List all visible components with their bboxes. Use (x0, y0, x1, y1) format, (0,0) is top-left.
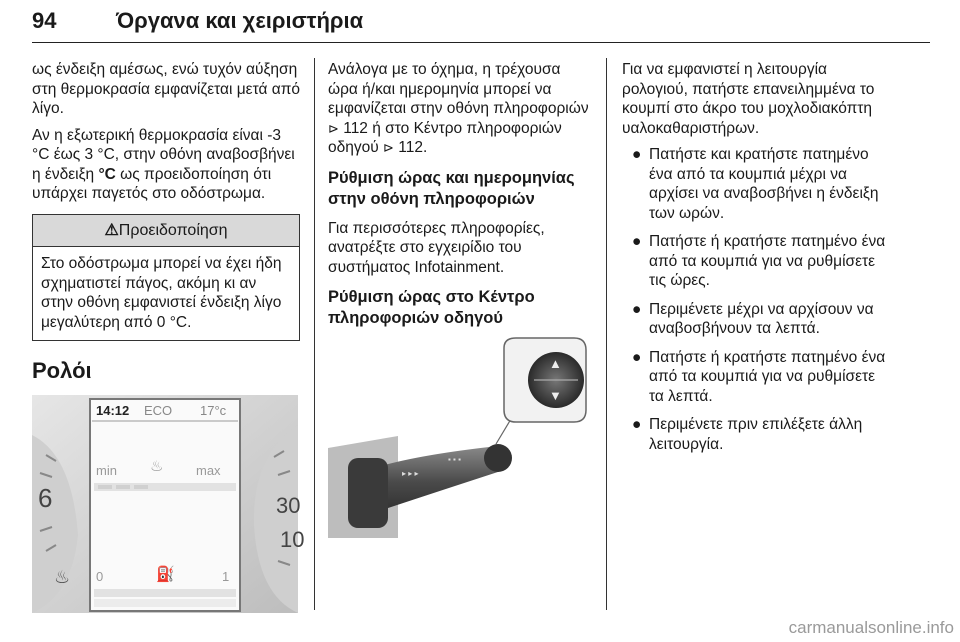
celsius-symbol: °C (98, 165, 116, 183)
paragraph: Για περισσότερες πληροφορίες, ανατρέξτε στο εγχειρίδιο του συστήματος Infotainment. (328, 219, 545, 276)
column-left (32, 60, 305, 618)
cluster-temperature: 17°c (200, 402, 227, 418)
list-item-text: Πατήστε ή κρατήστε πατημένο ένα από τα κουμπιά για να ρυθμίσετε τα λεπτά. (649, 348, 886, 405)
list-item-text: Περιμένετε πριν επιλέξετε άλλη λειτουργία. (649, 416, 863, 453)
paragraph: Για να εμφανιστεί η λειτουργία ρολογιού, πατήστε επανειλημμένα το κουμπί στο άκρο του μοχλοδιακόπτη υαλοκαθαριστήρων. (622, 61, 875, 137)
warning-header (33, 215, 299, 248)
bullet-icon: ● (632, 416, 642, 433)
page-header (32, 8, 930, 43)
list-item (622, 232, 888, 291)
list-item-text: Περιμένετε μέχρι να αρχίσουν να αναβοσβήνουν τα λεπτά. (649, 300, 874, 337)
list-item-text: Πατήστε ή κρατήστε πατημένο ένα από τα κουμπιά για να ρυθμίσετε τις ώρες. (649, 233, 886, 289)
subheading-date-time: Ρύθμιση ώρας και ημερομηνίας στην οθόνη πληροφοριών (328, 168, 575, 208)
instrument-cluster-figure (32, 395, 305, 619)
up-arrow-icon: ▲ (549, 356, 562, 371)
warning-icon: ⚠ (104, 221, 119, 239)
bullet-icon: ● (632, 233, 642, 250)
down-arrow-icon: ▼ (549, 388, 562, 403)
warning-text: Στο οδόστρωμα μπορεί να έχει ήδη σχηματιστεί πάγος, ακόμη κι αν στην οθόνη εμφανιστεί ένδειξη λίγο μεγαλύτερη από 0 °C. (41, 255, 282, 331)
fuel-zero-label: 0 (96, 568, 104, 584)
wiper-lever-illustration (328, 338, 590, 538)
dial-right-number: 30 (276, 492, 301, 518)
page-title: Όργανα και χειριστήρια (116, 8, 364, 33)
list-item (622, 300, 888, 339)
list-item (622, 415, 888, 454)
column-divider (606, 58, 607, 610)
instruction-list (622, 145, 888, 454)
warning-title: Προειδοποίηση (118, 221, 228, 239)
warning-box (32, 214, 300, 342)
temperature-gauge-icon: ♨ (150, 457, 164, 475)
list-item (622, 145, 888, 223)
page-reference[interactable]: 112 (398, 139, 423, 156)
watermark-logo: carmanualsonline.info (788, 618, 954, 637)
text-span: ως προειδοποίηση ότι υπάρχει παγετός στο οδόστρωμα. (32, 165, 272, 202)
gauge-max-label: max (196, 462, 221, 478)
bullet-icon: ● (632, 300, 642, 318)
svg-text:▪ ▪ ▪: ▪ ▪ ▪ (448, 455, 461, 464)
paragraph (328, 60, 590, 158)
gauge-min-label: min (96, 462, 117, 478)
bullet-icon: ● (632, 146, 642, 163)
fuel-bar (94, 589, 236, 597)
paragraph: ως ένδειξη αμέσως, ενώ τυχόν αύξηση στη θερμοκρασία εμφανίζεται μετά από λίγο. (32, 61, 301, 117)
page-reference-icon: ⊳ (383, 140, 394, 155)
coolant-icon: ♨ (54, 566, 71, 587)
column-divider (314, 58, 315, 610)
page-reference-icon: ⊳ (328, 120, 339, 136)
list-item (622, 348, 888, 407)
bullet-icon: ● (632, 348, 642, 366)
paragraph (32, 126, 300, 204)
text-span: ή στο Κέντρο πληροφοριών οδηγού (328, 119, 562, 156)
dial-left-number: 6 (38, 482, 53, 513)
wiper-lever-figure (328, 338, 590, 544)
column-middle (328, 60, 590, 544)
column-right (622, 60, 888, 463)
dial-right-number: 10 (280, 526, 305, 552)
svg-text:▸ ▸ ▸: ▸ ▸ ▸ (402, 469, 419, 478)
text-span: Αν η εξωτερική θερμοκρασία είναι -3 °C έως 3 °C, στην οθόνη αναβοσβήνει η ένδειξη (32, 126, 295, 183)
cluster-time: 14:12 (96, 402, 130, 418)
fuel-pump-icon: ⛽ (156, 565, 175, 583)
cluster-eco: ECO (144, 402, 173, 418)
page-reference[interactable]: 112 (343, 119, 368, 137)
subheading-driver-info-clock: Ρύθμιση ώρας στο Κέντρο πληροφοριών οδηγού (328, 288, 535, 327)
fuel-one-label: 1 (222, 568, 230, 584)
page-number: 94 (32, 8, 57, 33)
temperature-bar (94, 483, 236, 491)
list-item-text: Πατήστε και κρατήστε πατημένο ένα από τα κουμπιά μέχρι να αρχίσει να αναβοσβήνει η ένδειξη των ωρών. (649, 146, 879, 222)
text-span: . (422, 139, 428, 156)
instrument-cluster-illustration (32, 395, 305, 613)
text-span: Ανάλογα με το όχημα, η τρέχουσα ώρα ή/και ημερομηνία μπορεί να εμφανίζεται στην οθόνη πληροφοριών (328, 61, 589, 117)
section-title-clock: Ρολόι (32, 358, 92, 383)
